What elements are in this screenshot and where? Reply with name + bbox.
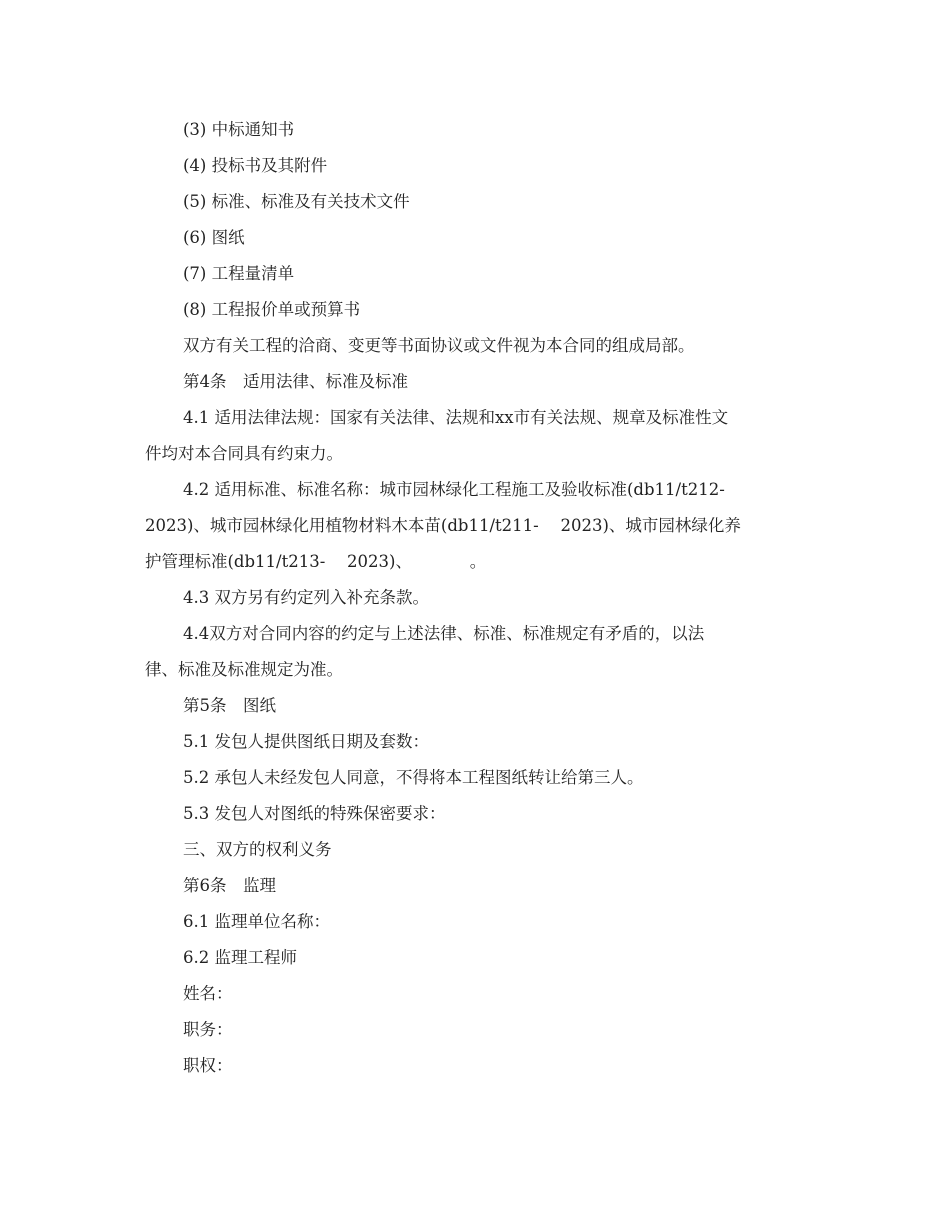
article-6-title: 第6条 监理 bbox=[183, 876, 276, 895]
list-item-5: (5) 标准、标准及有关技术文件 bbox=[183, 192, 410, 211]
article-4-title: 第4条 适用法律、标准及标准 bbox=[183, 372, 408, 391]
article-4-1-line-1: 4.1 适用法律法规：国家有关法律、法规和xx市有关法规、规章及标准性文 bbox=[183, 408, 729, 427]
field-name-label: 姓名： bbox=[183, 984, 233, 1003]
list-item-8: (8) 工程报价单或预算书 bbox=[183, 300, 361, 319]
article-4-3: 4.3 双方另有约定列入补充条款。 bbox=[183, 588, 429, 607]
paragraph-note: 双方有关工程的洽商、变更等书面协议或文件视为本合同的组成局部。 bbox=[183, 336, 695, 355]
article-4-2-line-3: 护管理标准(db11/t213- 2023)、 。 bbox=[145, 552, 487, 571]
article-5-2: 5.2 承包人未经发包人同意，不得将本工程图纸转让给第三人。 bbox=[183, 768, 644, 787]
article-4-2-line-2: 2023)、城市园林绿化用植物材料木本苗(db11/t211- 2023)、城市园林绿化养 bbox=[145, 516, 741, 535]
list-item-6: (6) 图纸 bbox=[183, 228, 245, 247]
field-position-label: 职务： bbox=[183, 1020, 233, 1039]
article-4-4-line-1: 4.4双方对合同内容的约定与上述法律、标准、标准规定有矛盾的，以法 bbox=[183, 624, 705, 643]
list-item-4: (4) 投标书及其附件 bbox=[183, 156, 328, 175]
article-4-1-line-2: 件均对本合同具有约束力。 bbox=[145, 444, 343, 463]
article-5-3: 5.3 发包人对图纸的特殊保密要求： bbox=[183, 804, 446, 823]
article-4-2-line-1: 4.2 适用标准、标准名称：城市园林绿化工程施工及验收标准(db11/t212- bbox=[183, 480, 725, 499]
list-item-3: (3) 中标通知书 bbox=[183, 120, 295, 139]
document-body bbox=[145, 112, 810, 1084]
article-4-4-line-2: 律、标准及标准规定为准。 bbox=[145, 660, 343, 679]
field-authority-label: 职权： bbox=[183, 1056, 233, 1075]
article-5-1: 5.1 发包人提供图纸日期及套数： bbox=[183, 732, 429, 751]
article-5-title: 第5条 图纸 bbox=[183, 696, 276, 715]
section-3-heading: 三、双方的权利义务 bbox=[183, 840, 332, 859]
article-6-2: 6.2 监理工程师 bbox=[183, 948, 297, 967]
list-item-7: (7) 工程量清单 bbox=[183, 264, 295, 283]
article-6-1: 6.1 监理单位名称： bbox=[183, 912, 330, 931]
